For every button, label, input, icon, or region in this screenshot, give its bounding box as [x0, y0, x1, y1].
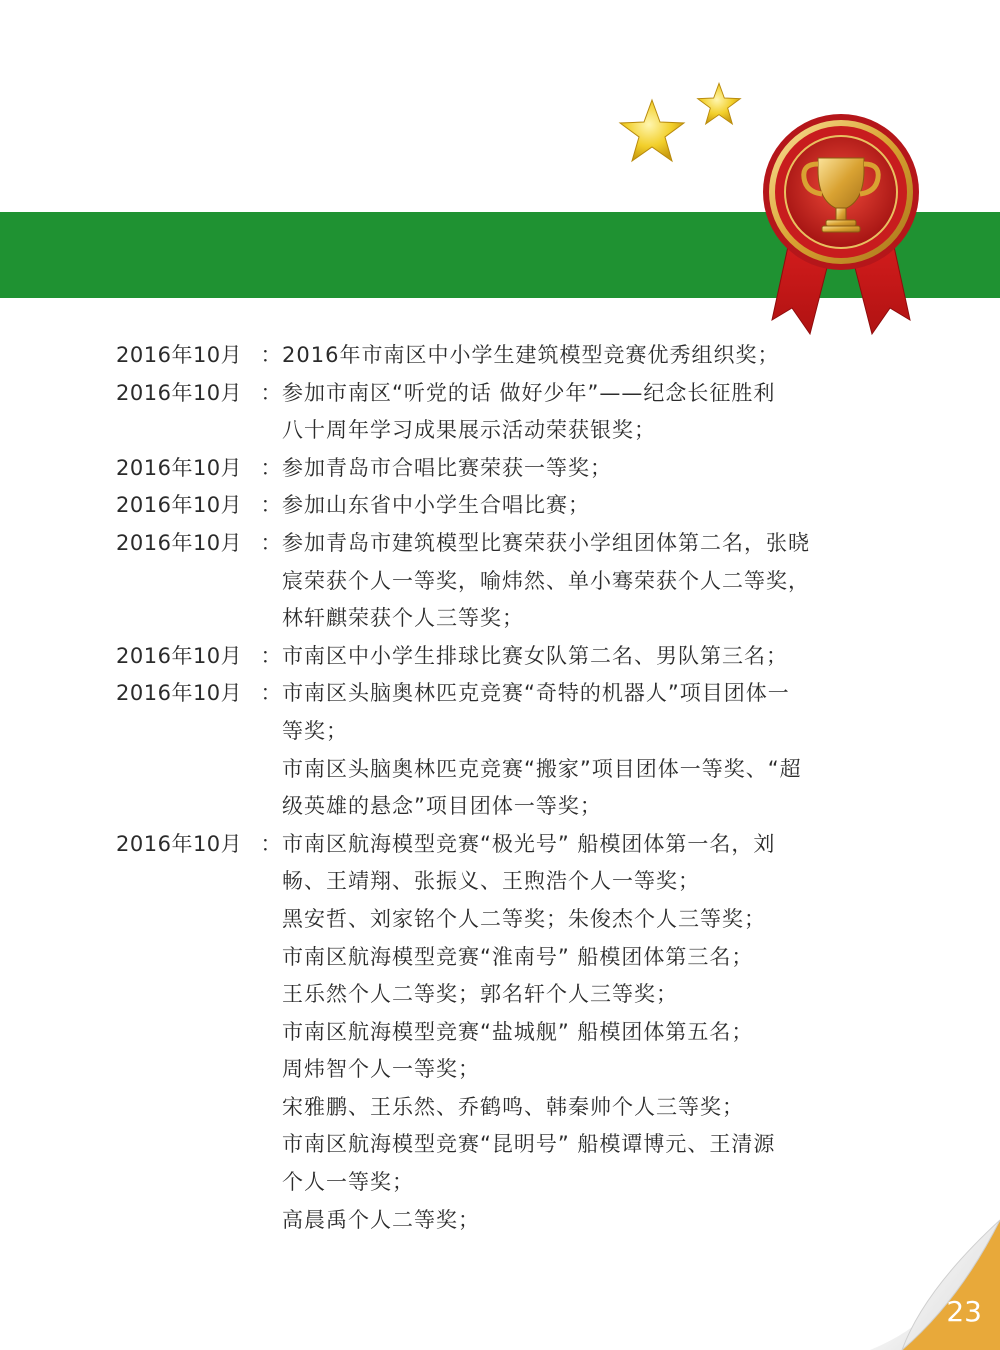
award-separator: [260, 1089, 282, 1127]
award-separator: [260, 751, 282, 789]
award-text: 级英雄的悬念”项目团体一等奖；: [282, 794, 602, 819]
award-date: [116, 1051, 260, 1089]
award-date: [116, 713, 260, 751]
award-date: 2016年10月: [116, 681, 243, 706]
award-date: [116, 600, 260, 638]
award-line: [116, 525, 896, 563]
award-line: [116, 863, 896, 901]
award-date: [116, 939, 260, 977]
award-separator: ：: [260, 643, 282, 668]
award-separator: ：: [260, 831, 282, 856]
award-separator: [260, 863, 282, 901]
award-separator: ：: [260, 455, 282, 480]
award-separator: ：: [260, 493, 282, 518]
award-separator: [260, 600, 282, 638]
award-separator: [260, 939, 282, 977]
award-text: 高晨禹个人二等奖；: [282, 1207, 480, 1232]
award-separator: [260, 713, 282, 751]
award-line: [116, 487, 896, 525]
awards-list: [116, 337, 896, 1239]
award-text: 市南区头脑奥林匹克竞赛“搬家”项目团体一等奖、“超: [282, 756, 802, 781]
award-line: [116, 375, 896, 413]
award-date: [116, 412, 260, 450]
award-text: 宸荣获个人一等奖，喻炜然、单小骞荣获个人二等奖，: [282, 568, 810, 593]
award-text: 八十周年学习成果展示活动荣获银奖；: [282, 418, 656, 443]
award-line: [116, 412, 896, 450]
award-text: 个人一等奖；: [282, 1170, 414, 1195]
award-line: [116, 901, 896, 939]
award-date: [116, 788, 260, 826]
award-line: [116, 1014, 896, 1052]
award-line: [116, 675, 896, 713]
award-date: [116, 1126, 260, 1164]
award-text: 林轩麒荣获个人三等奖；: [282, 606, 524, 631]
award-date: [116, 1089, 260, 1127]
award-date: 2016年10月: [116, 493, 243, 518]
star-icon: [618, 98, 686, 164]
award-separator: [260, 412, 282, 450]
award-line: [116, 600, 896, 638]
award-separator: [260, 976, 282, 1014]
award-date: 2016年10月: [116, 455, 243, 480]
award-line: [116, 638, 896, 676]
star-icon: [696, 82, 742, 126]
award-date: [116, 976, 260, 1014]
award-line: [116, 450, 896, 488]
award-separator: [260, 901, 282, 939]
award-text: 畅、王靖翔、张振义、王煦浩个人一等奖；: [282, 869, 700, 894]
award-date: 2016年10月: [116, 643, 243, 668]
award-text: 王乐然个人二等奖；郭名轩个人三等奖；: [282, 982, 678, 1007]
award-separator: [260, 1164, 282, 1202]
award-text: 2016年市南区中小学生建筑模型竞赛优秀组织奖；: [282, 343, 780, 367]
award-date: [116, 901, 260, 939]
award-date: 2016年10月: [116, 380, 243, 405]
award-line: [116, 788, 896, 826]
award-line: [116, 337, 896, 375]
award-text: 周炜智个人一等奖；: [282, 1057, 480, 1082]
award-separator: ：: [260, 530, 282, 555]
award-date: 2016年10月: [116, 343, 243, 367]
award-text: 等奖；: [282, 718, 348, 743]
award-text: 市南区航海模型竞赛“淮南号” 船模团体第三名；: [282, 944, 754, 969]
award-separator: [260, 1014, 282, 1052]
award-line: [116, 1164, 896, 1202]
award-line: [116, 751, 896, 789]
award-date: [116, 1014, 260, 1052]
award-date: 2016年10月: [116, 530, 243, 555]
award-line: [116, 1202, 896, 1240]
award-date: [116, 1164, 260, 1202]
award-date: [116, 751, 260, 789]
award-separator: ：: [260, 343, 282, 367]
award-text: 市南区航海模型竞赛“昆明号” 船模谭博元、王清源: [282, 1132, 776, 1157]
award-separator: [260, 1126, 282, 1164]
page-number: 23: [946, 1295, 982, 1328]
award-text: 参加山东省中小学生合唱比赛；: [282, 493, 590, 518]
award-date: 2016年10月: [116, 831, 243, 856]
award-date: [116, 1202, 260, 1240]
trophy-rosette-icon: [752, 108, 930, 340]
award-text: 参加市南区“听党的话 做好少年”——纪念长征胜利: [282, 380, 776, 405]
award-text: 市南区头脑奥林匹克竞赛“奇特的机器人”项目团体一: [282, 681, 790, 706]
award-line: [116, 939, 896, 977]
award-text: 市南区中小学生排球比赛女队第二名、男队第三名；: [282, 643, 788, 668]
award-date: [116, 563, 260, 601]
award-separator: [260, 1202, 282, 1240]
award-text: 市南区航海模型竞赛“极光号” 船模团体第一名，刘: [282, 831, 776, 856]
award-text: 宋雅鹏、王乐然、乔鹤鸣、韩秦帅个人三等奖；: [282, 1094, 744, 1119]
award-line: [116, 1126, 896, 1164]
award-line: [116, 563, 896, 601]
award-text: 参加青岛市合唱比赛荣获一等奖；: [282, 455, 612, 480]
award-separator: [260, 1051, 282, 1089]
award-text: 参加青岛市建筑模型比赛荣获小学组团体第二名，张晓: [282, 530, 810, 555]
award-separator: ：: [260, 681, 282, 706]
award-line: [116, 713, 896, 751]
award-separator: [260, 788, 282, 826]
award-line: [116, 1051, 896, 1089]
award-separator: [260, 563, 282, 601]
award-separator: ：: [260, 380, 282, 405]
award-line: [116, 826, 896, 864]
award-line: [116, 976, 896, 1014]
award-line: [116, 1089, 896, 1127]
award-date: [116, 863, 260, 901]
award-text: 市南区航海模型竞赛“盐城舰” 船模团体第五名；: [282, 1019, 754, 1044]
award-text: 黑安哲、刘家铭个人二等奖；朱俊杰个人三等奖；: [282, 906, 766, 931]
